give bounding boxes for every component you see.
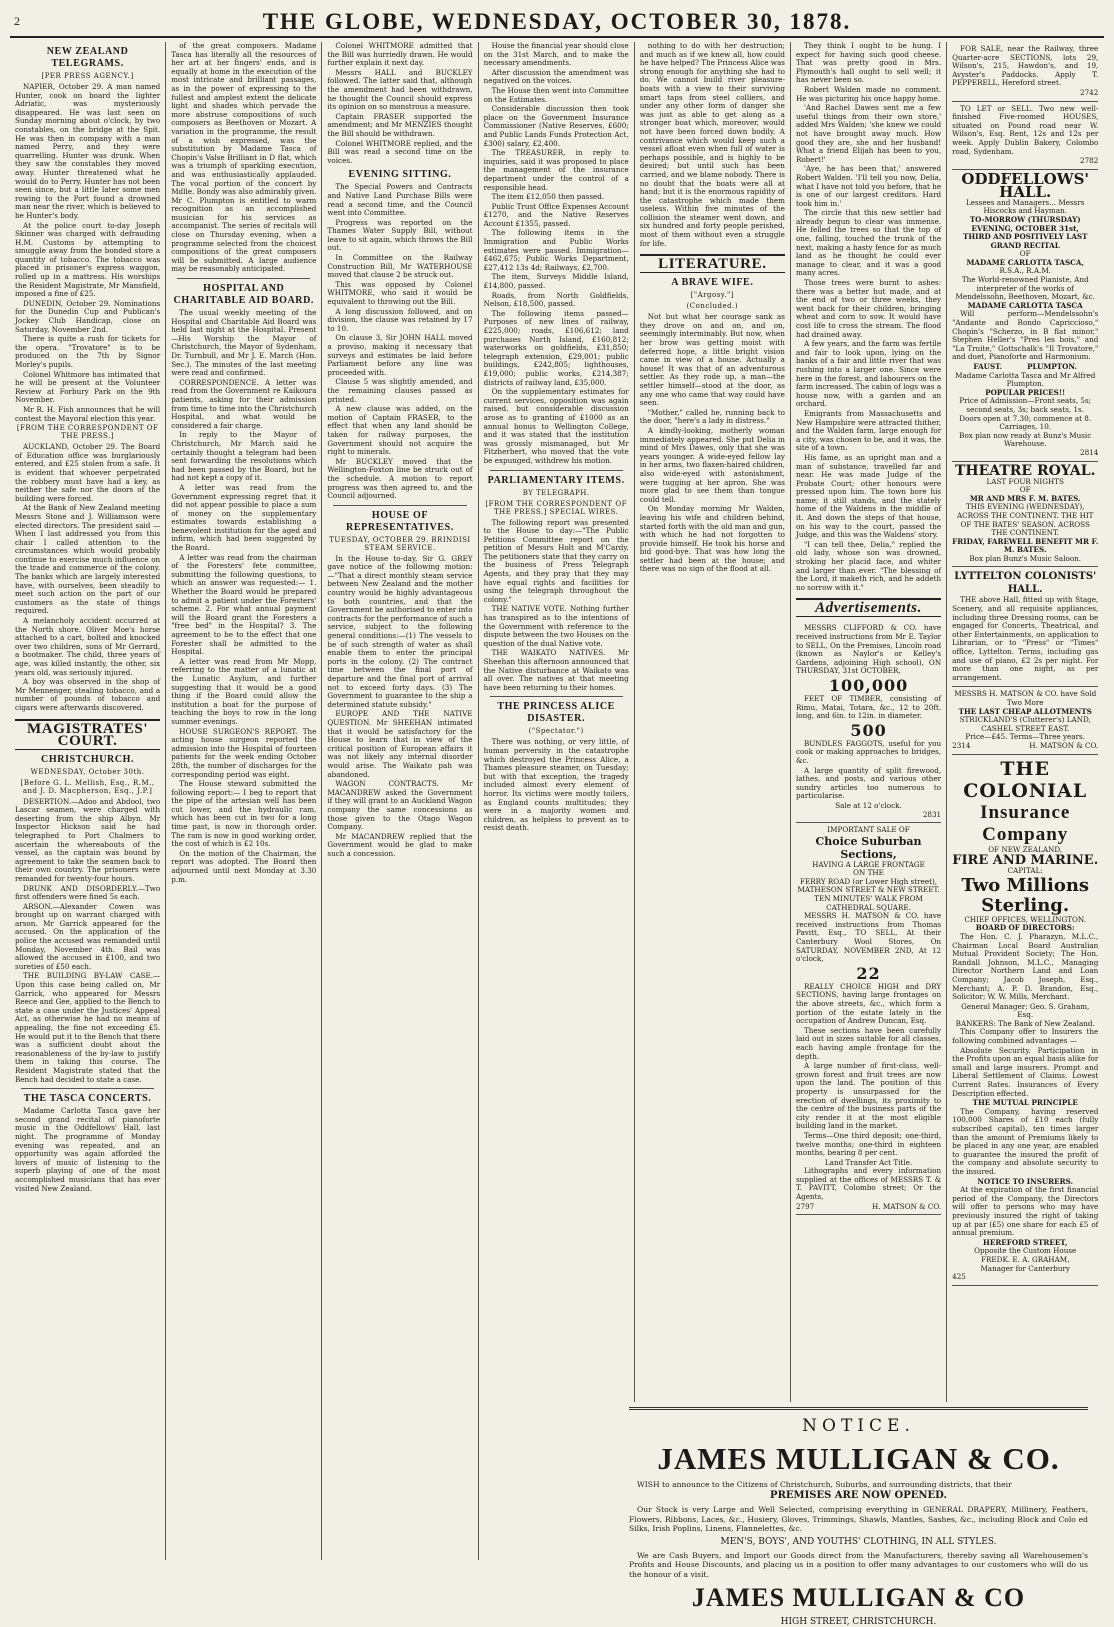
house-paragraph: In the House to-day, Sir G. GREY gave notice of the following motion:—"That a direct monthly steam service between New Zealand and the mother country would be highly advantageous to both countries, and that the Government be authorised to enter into contracts for the performance of such a service, subject to the following general conditions:—(1) The vessels to be of such strength of water as shall enable them to enter the principal ports in the colony. (2) The contract time between the final port of departure and the final port of arrival not to exceed forty days. (3) The Government to guarantee to the ship a determined statute subsidy." [327, 553, 473, 709]
ad-agents: H. MATSON & CO. [872, 1201, 942, 1211]
by-telegraph: BY TELEGRAPH. [522, 488, 590, 497]
ad-text: TO LET or SELL. Two new well-finished Five-roomed HOUSES, situated on Pound road near W. Wilson's, Esq. Rent, 12s and 12s per week. Apply Dublin Bakery, Colombo road, Sydenham. [952, 103, 1099, 156]
house-paragraph: House the financial year should close on the 31st March, and to make the necessary amendments. [483, 41, 629, 68]
ad-title: Choice Suburban Sections, [815, 834, 922, 861]
ad-text: These sections have been carefully laid out in sizes suitable for all classes, each having ample frontage for the depth. [795, 1025, 942, 1061]
court-paragraph: THE BUILDING BY-LAW CASE.—Upon this case being called on, Mr Garrick, who appeared for Messrs Reece and Gee, applied to the Bench to state a case under the Justices' Appeal Act, as otherwise he had no means of appealing, the fine not exceeding £5. He would put it to the Bench that there was a sufficient doubt about the reasonableness of the by-law to justify them in taking this course. The Resident Magistrate stated that the Bench had decided to state a case. [15, 971, 161, 1084]
story-paragraph: The circle that this new settler had already begun to clear was immense. He felled the trees so that the top of one, falling, touched the trunk of the next, making a hasty fence for as much land as he thought he could ever manage to clear, and it was a good many acres. [795, 208, 942, 278]
ad-text: Manager for Canterbury [980, 1263, 1070, 1273]
to-let-ad [952, 102, 1098, 170]
ad-text: Price—£45. Terms—Three years. [965, 732, 1086, 742]
notice-opened: PREMISES ARE NOW OPENED. [770, 1490, 947, 1502]
council-paragraph: This was opposed by Colonel WHITMORE, who said it would be equivalent to throwing out the Bill. [327, 279, 473, 307]
council-paragraph: A new clause was added, on the motion of Captain FRASER, to the effect that when any land should be taken for railway purposes, the Government should not acquire the right to minerals. [327, 404, 473, 457]
council-paragraph: Colonel WHITMORE admitted that the Bill was hurriedly drawn. He would further explain it next day. [327, 41, 473, 68]
divider [177, 278, 310, 279]
council-paragraph: Colonel WHITMORE replied, and the Bill was read a second time on the voices. [327, 138, 473, 165]
story-paragraph: Emigrants from Massachusetts and New Hampshire were attracted thither, and the Walden farm, large enough for a city, was chosen to be, and it was, the site of a town. [795, 408, 942, 453]
house-paragraph: The item, Surveys Middle Island, £14,800, passed. [483, 272, 629, 291]
ad-ref: 2831 [922, 809, 942, 819]
house-paragraph: On the supplementary estimates for current services, opposition was again raised, but considerable discussion arose as to granting of £1000 as an annual bonus to Wellington College, and it was stated that the institution was grossly mismanaged, but Mr Fitzherbert, who moved that the vote be expunged, withdrew his motion. [483, 387, 629, 465]
council-paragraph: Mr BUCKLEY moved that the Wellington-Foxton line be struck out of the schedule. A motion to report progress was then agreed to, and the Council adjourned. [327, 456, 473, 501]
ad-text: BOARD OF DIRECTORS: [975, 923, 1075, 933]
ad-text: OF NEW ZEALAND, [988, 844, 1063, 854]
ad-number: 22 [856, 963, 881, 983]
ad-text: THE LAST CHEAP ALLOTMENTS [958, 706, 1092, 716]
ad-text: NOTICE TO INSURERS. [977, 1176, 1074, 1186]
ad-text: ON THE [853, 868, 884, 878]
ad-text: POPULAR PRICES!! [985, 387, 1066, 397]
column-4 [479, 42, 635, 1560]
story-paragraph: A few years, and the farm was fertile and fair to look upon, lying on the banks of a fair and little river that was rushing into a larger one. Since were here in the forest, and labourers on the farm increased. The cabin of logs was a house now, with a garden and an orchard. [795, 339, 942, 409]
ad-title: THE COLONIAL [963, 757, 1088, 802]
ad-text: This Company offer to Insurers the following combined advantages — [952, 1027, 1099, 1046]
ad-text: STRICKLAND'S (Clutterer's) LAND, CASHEL STREET EAST. [959, 715, 1091, 733]
hospital-paragraph: A letter was read from Mr Mopp, referring to the matter of a lunatic at the Lunatic Asylum, and further suggesting that it would be a good thing if the Board could allow the institution a boat for the purpose of teaching the boys to row in the long summer evenings. [171, 656, 317, 726]
press-agency-note: [PER PRESS AGENCY.] [41, 72, 134, 80]
masthead [10, 8, 1104, 38]
divider [21, 1088, 154, 1089]
story-paragraph: On Monday morning Mr Walden, leaving his wife and children behind, started forth with the old man and gun, with which he had not forgotten to provide himself. He took his horse and bid good-bye. That was how long the settler had been at the house; and there was no sign of the flood at all. [639, 504, 785, 574]
house-paragraph: Mr MACANDREW replied that the Government would be glad to make such a concession. [327, 831, 473, 858]
council-paragraph: Messrs HALL and BUCKLEY followed. The latter said that, although the amendment had been withdrawn, he thought the Council should express its opinion on so monstrous a measure. [327, 67, 473, 112]
press-correspondent-note: [FROM THE CORRESPONDENT OF THE PRESS.] [16, 424, 159, 441]
house-of-representatives-heading: HOUSE OF REPRESENTATIVES. [346, 509, 454, 533]
house-paragraph: The item £12,050 then passed. [491, 192, 605, 202]
theatre-royal-ad [952, 462, 1098, 568]
ad-text: OF [1019, 485, 1031, 495]
column-2 [166, 42, 322, 1560]
parliament-paragraph: THE NATIVE VOTE. Nothing further has transpired as to the intentions of the Government with reference to the dispute between the two Houses on the question of the dual Native vote. [483, 604, 629, 648]
ad-ref-number: 2797 [795, 1201, 815, 1211]
notice-title: NOTICE. [802, 1416, 915, 1436]
ad-text: At the expiration of the first financial period of the Company, the Directors will offer to persons who may have previously insured the right of taking up at par (£5) one share for each £5 of annual premium. [952, 1185, 1099, 1238]
ad-text: FIRE AND MARINE. [952, 853, 1099, 869]
ad-text: REALLY CHOICE HIGH and DRY SECTIONS, having large frontages on the above streets, &c., which form a portion of the estate lately in the occupation of Andrew Duncan, Esq. [795, 981, 942, 1026]
court-paragraph: ARSON.—Alexander Cowen was brought up on warrant charged with arson. Mr Garrick appeared for the accused. On the application of the police the accused was remanded until Monday, November 4th. Bail was allowed the accused in £100, and two sureties of £50 each. [15, 901, 161, 971]
magistrates-court-heading: MAGISTRATES' COURT. [15, 719, 160, 750]
council-paragraph: Clause 5 was slightly amended, and the remaining clauses passed as printed. [327, 377, 473, 404]
ad-text: MATHESON STREET & NEW STREET. [797, 885, 940, 895]
evening-sitting-heading: EVENING SITTING. [348, 169, 452, 181]
ad-text: MESSRS H. MATSON & CO. have Sold Two More [954, 689, 1097, 707]
ad-text: Doors open at 7.30; commence at 8. Carriages, 10. [959, 413, 1092, 432]
hospital-paragraph: CORRESPONDENCE. A letter was read from the Government re Kaikoura patients, asking for their admission from time to time into the Christchurch Hospital, and what would be considered a fair charge. [171, 377, 317, 430]
column-1 [10, 42, 166, 1560]
council-paragraph: On clause 3, Sir JOHN HALL moved a proviso, making it necessary that surveys and estimates be laid before Parliament before any line was proceeded with. [327, 333, 473, 377]
ad-text: MADAME CARLOTTA TASCA, [966, 257, 1084, 267]
council-paragraph: In Committee on the Railway Construction Bill, Mr WATERHOUSE moved that clause 2 be struck out. [327, 253, 473, 280]
ad-ref-number: 2314 [952, 740, 971, 750]
divider [333, 505, 466, 506]
ad-text: FERRY ROAD (or Lower High street), [799, 876, 938, 886]
colonial-insurance-ad [952, 755, 1098, 1286]
ad-text: THE above Hall, fitted up with Stage, Scenery, and all requisite appliances, including three Dressing rooms, can be engaged for Concerts, Theatrical, and other Entertainments, on application to Librarian, or to "Press" or "Times" office, Lyttelton. Terms, including gas and use of piano, £2 2s per night. For more than one night, as per arrangement. [952, 595, 1099, 682]
ad-text: Terms—One third deposit; one-third, twelve months; one-third in eighteen months, bearing 8 per cent. [795, 1130, 942, 1158]
ad-title: Insurance Company [980, 801, 1071, 845]
parliament-paragraph: The following report was presented to the House to day:—"The Public Petitions Committee report on the petition of Messrs Holt and M'Cardy. The petitioners state that they carry on the business of Press Telegraph Agents, and they pray that they may have equal rights and facilities for using the telegraph throughout the colony." [483, 517, 629, 604]
ad-text: Price of Admission—Front seats, 5s; second seats, 3s; back seats, 1s. [959, 396, 1092, 414]
ad-text: HAVING A LARGE FRONTAGE [812, 859, 925, 869]
story-paragraph: They think I ought to be hung. I expect for having such good cheese. That was pretty good in Mrs. Plymouth's hall ought to sell well; it has never been so. [795, 41, 942, 85]
hospital-paragraph: HOUSE SURGEON'S REPORT. The acting house surgeon reported the admission into the Hospital of fourteen patients for the week ending October 28th, the number of discharges for the corresponding period was eight. [171, 726, 317, 779]
divider [490, 470, 623, 471]
ad-text: BUNDLES FAGGOTS, useful for you cook or making approaches to bridges, &c. [795, 738, 942, 765]
nz-telegrams-heading: NEW ZEALAND TELEGRAMS. [46, 46, 129, 69]
court-paragraph: DESERTION.—Adoo and Abdool, two Lascar seamen, were charged with deserting from the ship Albyn. Mr Inspector Hickson said he had telegraphed to Port Chalmers to ascertain the whereabouts of the vessel, as the captain was bound by agreement to take the seamen back to their own country. The prisoners were remanded for twenty-four hours. [15, 796, 161, 883]
ad-number: 500 [850, 720, 887, 740]
column-5 [635, 42, 791, 1560]
tasca-concerts-heading: THE TASCA CONCERTS. [23, 1093, 152, 1105]
telegram-paragraph: At the Bank of New Zealand meeting Messrs Stone and J. Williamson were elected directors. The president said — When I last addressed you from this chair I called attention to the circumstances which would probably continue to exercise much influence on the trade and commerce of the colony. The banks which are largely interested have, with ourselves, been steadily to meet such action on the part of our customers as the state of things required. [15, 503, 161, 616]
hospital-paragraph: The usual weekly meeting of the Hospital and Charitable Aid Board was held last night at the Hospital. Present—His Worship the Mayor of Christchurch, the Mayor of Sydenham, Dr. Turnbull, and Mr J. E. March (Hon. Sec.). The minutes of the last meeting were read and confirmed. [171, 308, 317, 378]
ad-title: ODDFELLOWS' HALL. [961, 169, 1090, 201]
ad-text: THIS EVENING (WEDNESDAY), ACROSS THE CONTINENT. THE HIT OF THE BATES' SEASON. ACROSS THE CONTINENT. [956, 502, 1094, 538]
ad-text: MADAME CARLOTTA TASCA [967, 300, 1083, 310]
ad-text: The World-renowned Pianiste, And interpreter of the works of Mendelssohn, Beethoven, Mozart, &c. [955, 275, 1095, 302]
story-concluded: (Concluded.) [686, 302, 739, 311]
ad-ref [952, 742, 1098, 751]
notice-text: Our Stock is very Large and Well Selected, comprising everything in GENERAL DRAPERY, Millinery, Feathers, Flowers, Ribbons, Laces, &c., Hosiery, Gloves, Trimmings, Shawls, Mantles, Sashes, &c., including Block and Colo ed Silks, Irish Poplins, Linens, Flannelettes, &c. [629, 1505, 1088, 1533]
ad-text: The Hon. C. J. Pharazyn, M.L.C., Chairman Local Board Australian Mutual Provident Society; The Hon. Randall Johnson, M.L.C., Managing Director Northern Land and Loan Company; Jacob Joseph, Esq., Merchant; A. P. D. Brandon, Esq., Solicitor; W. W. Mills, Merchant. [952, 931, 1099, 1002]
house-paragraph: Roads, from North Goldfields, Nelson, £18,500, passed. [483, 290, 629, 309]
ad-text: FRIDAY, FAREWELL BENEFIT MR F. M. BATES. [952, 536, 1099, 555]
ad-text: A large quantity of split firewood, lathes, and posts, and various other sundry articles too numerous to particularise. [795, 765, 942, 801]
ad-sale-time: Sale at 12 o'clock. [835, 800, 902, 810]
ad-text: MR AND MRS F. M. BATES. [969, 493, 1081, 503]
ad-text: MESSRS CLIFFORD & CO. have received instructions from Mr E. Taylor to SELL, On the Premises, Lincoln road (known as Naylor's or Kelley's Gardens, adjoining High school), ON THURSDAY, 31st OCTOBER, [795, 623, 942, 676]
ad-text: A large number of first-class, well-grown forest and fruit trees are now upon the land. The position of this property is unsurpassed for the erection of dwellings, its proximity to the centre of the business parts of the city render it at the most eligible building land in the market. [795, 1061, 942, 1131]
ad-text: CAPITAL: [1007, 866, 1043, 876]
ad-text: Opposite the Custom House [974, 1246, 1077, 1256]
council-paragraph: The Special Powers and Contracts and Native Land Purchase Bills were read a second time, and the Council went into Committee. [327, 182, 473, 218]
timber-sale-ad [796, 621, 941, 823]
telegram-paragraph: Mr R. H. Fish announces that he will contest the Mayoral election this year. [15, 404, 161, 423]
hospital-board-heading: HOSPITAL AND CHARITABLE AID BOARD. [173, 283, 315, 307]
parliamentary-items-heading: PARLIAMENTARY ITEMS. [487, 474, 625, 486]
ad-text: BANKERS: The Bank of New Zealand. [955, 1018, 1095, 1028]
ad-capital: Two Millions Sterling. [961, 874, 1090, 916]
ad-text: THIRD AND POSITIVELY LAST GRAND RECITAL [962, 232, 1088, 250]
ad-number: 100,000 [828, 675, 909, 695]
concert-paragraph: of the great composers. Madame Tasca has literally all the resources of her art at her fingers' ends, and is equally at home in the execution of the most intricate and brilliant passages, as in the power of expressing to the fullest and amplest extent the delicate light and shades which pervade the more abstruse compositions of such composers as Beethoven or Mozart. A variation in the programme, the result of a wish expressed, was the substitution by Madame Tasca of Chopin's Valse Brilliant in D flat, which was a triumph of sparkling execution, and was enthusiastically applauded. The vocal portion of the concert by Mdlle. Bondy was also admirably given. Mr C. Plumpton is entitled to warm recognition as an accomplished musician for his services as accompanist. The series of recitals will close on Thursday evening, when a programme selected from the choicest compositions of the great composers will be submitted. A large audience may be reasonably anticipated. [171, 41, 317, 274]
house-paragraph: EUROPE AND THE NATIVE QUESTION. Mr SHEEHAN intimated that it would be satisfactory for the House to learn that in view of the critical position of European affairs it was not likely any internal disorder would arise. The Waikato pah was abandoned. [327, 709, 473, 779]
ad-text: CHIEF OFFICES, WELLINGTON. [964, 914, 1087, 924]
ad-text: FOR SALE, near the Railway, three Quarter-acre SECTIONS, lots 29, Wilson's, 215, Hawdon's, and 19, Avyster's Paddocks. Apply T. PEPPERELL, Hereford street. [952, 44, 1099, 88]
house-paragraph: WAGON CONTRACTS. Mr MACANDREW asked the Government if they will grant to an Auckland Wagon company the same concessions as those given to the Otago Wagon Company. [327, 779, 473, 832]
newspaper-title: THE GLOBE, WEDNESDAY, OCTOBER 30, 1878. [262, 9, 852, 34]
ad-text: Lithographs and every information supplied at the offices of MESSRS T. & T. PAVITT, Colombo street; Or the Agents, [795, 1166, 942, 1202]
mulligan-notice-ad [625, 1402, 1092, 1627]
court-bench: [Before G. L. Mellish, Esq., R.M., and J. D. Macpherson, Esq., J.P.] [20, 778, 155, 795]
concert-paragraph: Madame Carlotta Tasca gave her second grand recital of pianoforte music in the Oddfellows' Hall, last night. The programme of Monday evening was repeated, and an opportunity was again afforded the lovers of music of listening to the superb playing of one of the most accomplished musicians that has ever visited New Zealand. [15, 1106, 161, 1193]
story-paragraph: Not but what her courage sank as they drove on and on, and on, seemingly interminably. But now, when her brow was getting moist with deferred hope, a little bright vision came in view of a house. Actually a house! It was that of an adventurous settler. As they rode up, a man—the settler himself—stood at the door, as any one who came that way could have seen. [639, 312, 785, 408]
story-paragraph: 'Aye, he has been that,' answered Robert Walden. 'I'll tell you now, Delia, what I have not told you before, that he is one of our largest creditors. Hard took him in.' [795, 164, 942, 208]
notice-address: HIGH STREET, CHRISTCHURCH. [780, 1617, 937, 1627]
telegram-paragraph: At the police court to-day Joseph Skinner was charged with defrauding H.M. Customs by attempting to smuggle away from the bonded store a quantity of tobacco. The tobacco was placed in prisoner's express waggon, rolled up in a mattress. His worships the Resident Magistrate, Mr Mansfield, imposed a fine of £25. [15, 220, 161, 299]
council-paragraph: Captain FRASER supported the amendment; and Mr MENZIES thought the Bill should be withdrawn. [327, 111, 473, 138]
notice-text: We are Cash Buyers, and Import our Goods direct from the Manufacturers, thereby saving all Warehousemen's Profits and House Discounts, and placing us in a position to offer many advantages to our customers who will do us the honour of a visit. [629, 1551, 1088, 1579]
court-date: WEDNESDAY, October 30th. [30, 767, 145, 776]
ad-text: HEREFORD STREET, [983, 1237, 1068, 1247]
ad-text: Land Transfer Act Title. [824, 1157, 913, 1167]
firm-name: JAMES MULLIGAN & CO. [657, 1441, 1060, 1476]
ad-text: Will perform—Mendelssohn's "Andante and Rondo Capriccioso," Chopin's "Scherzo, in B flat minor," Stephen Heller's "Pres les bois," and "La Truite," Gottschalk's "Il Trovatore," and duet, Pianoforte and Harmonium. [952, 309, 1099, 362]
hospital-paragraph: A letter was read from the Government expressing regret that it did not appear possible to place a sum of money on the supplementary estimates towards establishing a benevolent institution for the aged and infirm, which had been suggested by the Board. [171, 482, 317, 553]
literature-heading: LITERATURE. [640, 254, 785, 273]
council-paragraph: A long discussion followed, and on division, the clause was retained by 17 to 10. [327, 306, 473, 333]
disaster-paragraph: There was nothing, or very little, of human perversity in the catastrophe which destroyed the Princess Alice, a Thames pleasure steamer, on Tuesday; but with that exception, the tragedy included almost every element of horror. Its victims were mostly toilers, as England counts multitudes; they were in a majority women and children, as helpless to prevent as to resist death. [483, 737, 629, 833]
ad-text: General Manager: Geo. S. Graham, Esq. [961, 1001, 1090, 1020]
page-columns [10, 42, 1104, 1560]
firm-name-footer: JAMES MULLIGAN & CO [691, 1583, 1026, 1613]
ad-agents: H. MATSON & CO. [1029, 740, 1099, 750]
ad-text: IMPORTANT SALE OF [827, 825, 910, 835]
ad-text: LAST FOUR NIGHTS [986, 476, 1064, 486]
ad-text: Lessees and Managers... Messrs Hiscocks and Hayman. [965, 197, 1085, 216]
story-paragraph: His fame, as an upright man and a man of substance, travelled far and near. He was made Judge of the Probate Court; other honours were pressed upon him. The town bore his name; it still stands, and the stately home of the Waldens in the middle of it. And down the steps of that house, on his way to the court, passed the Judge, and this was the Waldens' story. [795, 452, 942, 540]
column-3 [322, 42, 478, 1560]
story-paragraph: 'And Rachel Dawes sent me a few useful things from their own store,' added Mrs Walden; 'she knew we could not have brought away much. How good they are, she and her husband! What a friend Elijah has been to you, Robert!' [795, 103, 942, 164]
ad-ref: 425 [952, 1272, 966, 1282]
column-6 [791, 42, 947, 1560]
house-paragraph: After discussion the amendment was negatived on the voices. [483, 67, 629, 86]
ad-text: OF [1019, 249, 1031, 259]
hospital-paragraph: The House steward submitted the following report:— I beg to report that the pipe of the artesian well has been cut lower, and the hydraulic ram, which has been cut in two for a long time past, is now in thorough order. The ram is now in good working order, the cost of which is £2 10s. [171, 779, 317, 849]
advertisements-heading: Advertisements. [796, 598, 941, 617]
page-number: 2 [14, 14, 20, 28]
telegram-paragraph: AUCKLAND, October 29. The Board of Education office was burglariously entered, and £25 stolen from a safe. It is evident that whoever perpetrated the robbery must have had a key, as neither the safe nor the doors of the building were forced. [15, 442, 161, 503]
disaster-paragraph: nothing to do with her destruction; and much as if we knew all, how could he have helped? The Princess Alice was strong enough for anything she had to do. We cannot build river pleasure-boats with a view to their surviving smart taps from steel colliers, and under any other form of danger she was just as able to get along as a stronger boat which, moreover, would not have been forced down bodily. A contrivance which would keep such a vessel afloat even when full of water is perhaps possible, and is highly to be desired; but until such has been carried, and we blame nobody. There is no doubt that the boats were all at hand; but it is the enormous rapidity of the catastrophe which made them useless. Within five minutes of the collision the steamer went down, and six hundred and forty people perished, most of them without even a struggle for life. [639, 41, 785, 248]
ad-text: MESSRS H. MATSON & CO. have received instructions from Thomas Pavitt, Esq., TO SELL, At their Canterbury Wool Stores, On SATURDAY, NOVEMBER 2ND, At 12 o'clock, [795, 911, 942, 964]
ad-text: The Company, having reserved 100,000 Shares of £10 each (fully subscribed capital), ten times larger than the amount of Premiums likely to be placed in any one year, are enabled to guarantee the insured the profit of the company and absolute security to the insured. [952, 1106, 1099, 1176]
house-paragraph: The House then went into Committee on the Estimates. [483, 85, 629, 104]
ad-text: Box plan now ready at Bunz's Music Warehouse. [959, 430, 1092, 449]
council-paragraph: Progress was reported on the Thames Water Supply Bill, without leave to sit again, which throws the Bill out. [327, 217, 473, 253]
story-source: ["Argosy."] [690, 291, 735, 300]
for-sale-ad [952, 42, 1098, 102]
column-7 [947, 42, 1103, 1560]
ad-ref [796, 1203, 941, 1212]
oddfellows-hall-ad [952, 170, 1098, 462]
ad-text: Absolute Security. Participation in the Profits upon an equal basis alike for small and large insurers. Prompt and Liberal Settlement of Claims. Lowest Current Rates. Insurances of Every Description effected. [952, 1045, 1099, 1098]
hospital-paragraph: A letter was read from the chairman of the Foresters' fete committee, submitting the following questions, to which an answer was requested:— 1. Whether the Board would be prepared to admit a patient under the Foresters' scheme. 2. For what annual payment will the Board grant the Foresters a "free bed" in the Hospital? 3. The agreement to be to the effect that one Forester shall be admitted to the Hospital. [171, 552, 317, 657]
story-paragraph: "I can tell thee, Delia," replied the old lady, whose son was drowned, stroking her placid face, and whiter and larger than ever. "The blessing of the Lord, it maketh rich, and he addeth no sorrow with it." [795, 539, 942, 592]
house-paragraph: Public Trust Office Expenses Account £1270, and the Native Reserves Account £1355, passed. [483, 201, 629, 228]
ad-text: FAUST. PLUMPTON. [973, 362, 1077, 371]
divider [629, 1407, 1088, 1410]
allotments-ad [952, 687, 1098, 754]
telegram-paragraph: Colonel Whitmore has intimated that he will be present at the Volunteer Review at Forbury Park on the 9th November. [15, 369, 161, 405]
ad-text: TEN MINUTES' WALK FROM CATHEDRAL SQUARE. [814, 894, 923, 912]
telegram-paragraph: NAPIER, October 29. A man named Hunter, cook on board the lighter Adriatic, was mysteriously disappeared. He was last seen on Sunday morning about o'clock, by two constables, on the bridge at the Spit. He was then in company with a man named Perry, and they were quarrelling. Hunter was drunk. When they saw the constables they moved away. Hunter threatened what he would do to Perry. Hunter has not been seen since, but a little later some men rowing to the Port found a drowned man near the river, which is believed to be Hunter's body. [15, 82, 161, 220]
parliament-paragraph: THE WAIKATO NATIVES. Mr Sheehan this afternoon announced that the Native disturbance at Waikato was all over. The natives at that meeting have been returning to their homes. [483, 648, 629, 692]
lyttelton-hall-ad [952, 567, 1098, 687]
house-paragraph: The TREASURER, in reply to inquiries, said it was proposed to place the management of the insurance department under the control of a responsible head. [483, 148, 629, 192]
story-title: A BRAVE WIFE. [671, 277, 754, 289]
hospital-paragraph: On the motion of the Chairman, the report was adopted. The Board then adjourned until next Monday at 3.30 p.m. [171, 848, 317, 884]
story-paragraph: "Mother," called he, running back to the door, "here's a lady in distress." [639, 407, 785, 426]
spectator-source: ("Spectator.") [528, 727, 584, 736]
ad-text: Box plan Bunz's Music Saloon. [969, 553, 1082, 563]
story-paragraph: A kindly-looking, motherly woman immediately appeared. She put Delia in mind of Mrs Dawes, only that she was years younger. A wide-eyed fellow lay in her arms, two flaxen-haired children, also wide-eyed with astonishment, were tugging at her apron. She was more glad to see them than tongue could tell. [639, 425, 785, 504]
ad-text: R.S.A., R.A.M. [999, 266, 1051, 276]
telegram-paragraph: A boy was observed in the shop of Mr Mennenger, stealing tobacco, and a number of pounds of tobacco and cigars were afterwards discovered. [15, 677, 161, 712]
ad-text: THE MUTUAL PRINCIPLE [972, 1098, 1078, 1108]
ad-title: LYTTELTON COLONISTS' HALL. [954, 571, 1097, 596]
ad-ref: 2782 [1080, 156, 1099, 166]
story-paragraph: Robert Walden made no comment. He was picturing his once happy home. [795, 84, 942, 103]
telegram-paragraph: There is quite a rush for tickets for the opera. "Trovatore" is to be produced on the 7th by Signor Morley's pupils. [15, 334, 161, 369]
ad-ref: 2742 [1080, 87, 1099, 97]
ad-text: FEET OF TIMBER, consisting of Rimu, Matai, Totara, &c., 12 to 20ft. long, and 6in. to 12in. in diameter. [795, 693, 942, 721]
notice-text: WISH to announce to the Citizens of Christchurch, Suburbs, and surrounding districts, that their [637, 1480, 1012, 1489]
house-paragraph: The following items in the Immigration and Public Works estimates were passed. Immigration—£462,675; Public Works Department, £27,412 13s 4d; Railways, £2,700. [483, 228, 629, 272]
house-paragraph: The following items passed—Purposes of new lines of railway, £225,000; roads, £106,612; land purchases North Island, £160,812; waterworks on goldfields, £31,850; telegraph extension, £29,001; public buildings, £242,805; lighthouses, £19,000; public works, £214,387; districts of railway land, £35,000. [483, 308, 629, 387]
hospital-paragraph: In reply to the Mayor of Christchurch, Mr March said he certainly thought a telegram had been sent forwarding the resolutions which had been passed by the Board, but he had not kept a copy of it. [171, 430, 317, 483]
ad-ref: 2814 [1080, 447, 1099, 457]
notice-clothing: MEN'S, BOYS', AND YOUTHS' CLOTHING, IN ALL STYLES. [720, 1537, 997, 1548]
divider [490, 696, 623, 697]
telegram-paragraph: DUNEDIN, October 29. Nominations for the Dunedin Cup and Publican's Jockey Club Handicap, close on Saturday, November 2nd. [15, 298, 161, 334]
suburban-sections-ad [796, 823, 941, 1215]
ad-text: TO-MORROW (THURSDAY) EVENING, OCTOBER 31st, [969, 214, 1081, 233]
house-date: TUESDAY, OCTOBER 29. BRINDISI STEAM SERVICE. [329, 535, 471, 552]
ad-title: THEATRE ROYAL. [954, 462, 1096, 479]
telegram-paragraph: A melancholy accident occurred at the North shore. Oliver Moe's horse attached to a cart, bolted and knocked over two children, sons of Mr Gerrard, a bootmaker. The child, three years of age, was killed instantly, the other, six years old, was seriously injured. [15, 616, 161, 677]
ad-text: Madame Carlotta Tasca and Mr Alfred Plumpton. [955, 370, 1096, 389]
princess-alice-heading: THE PRINCESS ALICE DISASTER. [497, 701, 615, 725]
ad-text: FREDK. E. A. GRAHAM, [981, 1254, 1070, 1264]
story-paragraph: Those trees were burnt to ashes: there was a better hut made, and at the end of two or three weeks, they went back for their children, bringing wheat and corn to sow. It would have cost life to cross the stream. The flood had drained away. [795, 278, 942, 339]
court-paragraph: DRUNK AND DISORDERLY.—Two first offenders were fined 5s each. [15, 883, 161, 902]
court-place: CHRISTCHURCH. [41, 753, 135, 765]
house-paragraph: Considerable discussion then took place on the Government Insurance Commissioner (Native Reserves, £600; and Public Lands Funds Protection Act, £300) salary, £2,400. [483, 104, 629, 148]
special-wires: [FROM THE CORRESPONDENT OF THE PRESS.] SPECIAL WIRES. [485, 499, 627, 516]
